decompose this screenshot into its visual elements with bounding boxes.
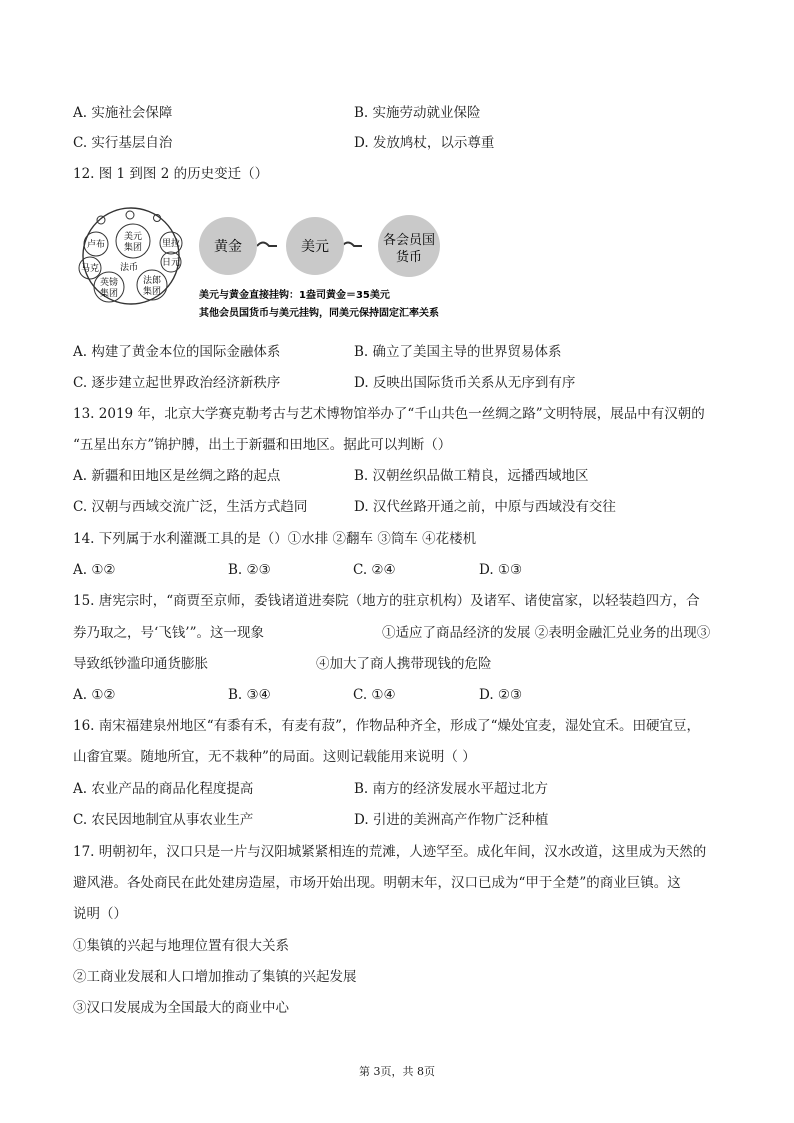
q15-option-d: D. ②③ — [479, 687, 523, 703]
q12-option-b: B. 确立了美国主导的世界贸易体系 — [354, 344, 562, 360]
fig2-node-members: 各会员国 — [382, 233, 436, 248]
q16-option-b: B. 南方的经济发展水平超过北方 — [354, 781, 549, 797]
q14-option-a: A. ①② — [73, 562, 116, 578]
figure-2-bretton-woods-chain — [199, 215, 440, 277]
q11-option-c: C. 实行基层自治 — [73, 135, 173, 151]
fig1-label: 日元 — [161, 258, 181, 268]
fig2-caption-1: 美元与黄金直接挂钩：1盎司黄金＝35美元 — [199, 290, 390, 301]
q14-stem: 14. 下列属于水利灌溉工具的是（）①水排 ②翻车 ③筒车 ④花楼机 — [73, 531, 477, 547]
fig2-node-currency: 货币 — [395, 250, 423, 265]
fig1-label: 英镑 — [99, 278, 119, 288]
q15-stem-line1: 15. 唐宪宗时，“商贾至京师，委钱诸道进奏院（地方的驻京机构）及诸军、诸使富家，以轻装趋四方，合 — [73, 593, 700, 609]
q16-option-a: A. 农业产品的商品化程度提高 — [73, 781, 254, 797]
figure-1-currency-blocs — [79, 208, 182, 304]
q16-option-c: C. 农民因地制宜从事农业生产 — [73, 812, 254, 828]
q13-stem-line2: “五星出东方”锦护膊，出土于新疆和田地区。据此可以判断（） — [73, 437, 452, 453]
q15-stem-line3a: 导致纸钞滥印通货膨胀 — [73, 656, 208, 672]
fig1-label: 里拉 — [161, 239, 181, 249]
q13-stem-line1: 13. 2019 年，北京大学赛克勒考古与艺术博物馆举办了“千山共色一丝绸之路”文明特展，展品中有汉朝的 — [73, 406, 705, 422]
fig1-label: 集团 — [99, 289, 119, 299]
q12-option-c: C. 逐步建立起世界政治经济新秩序 — [73, 375, 281, 391]
q11-option-d: D. 发放鸠杖，以示尊重 — [354, 135, 495, 151]
fig1-label: 马克 — [80, 264, 100, 274]
q15-option-b: B. ③④ — [228, 687, 271, 703]
q13-option-d: D. 汉代丝路开通之前，中原与西域没有交往 — [354, 499, 616, 515]
q12-figure — [74, 206, 494, 328]
q11-option-b: B. 实施劳动就业保险 — [354, 105, 481, 121]
q17-stem-line2: 避风港。各处商民在此处建房造屋，市场开始出现。明朝末年，汉口已成为“甲于全楚”的商业巨镇。这 — [73, 875, 681, 891]
q13-option-c: C. 汉朝与西域交流广泛，生活方式趋同 — [73, 499, 308, 515]
q15-option-a: A. ①② — [73, 687, 116, 703]
q12-option-d: D. 反映出国际货币关系从无序到有序 — [354, 375, 576, 391]
q15-stem-line2b: ①适应了商品经济的发展 ②表明金融汇兑业务的出现③ — [382, 625, 711, 641]
fig1-label: 法郎 — [142, 276, 162, 286]
fig2-node-gold: 黄金 — [214, 239, 242, 255]
q15-option-c: C. ①④ — [353, 687, 396, 703]
fig1-label: 美元 — [123, 232, 143, 242]
q17-stem-line3: 说明（） — [73, 906, 127, 922]
q17-stem-line1: 17. 明朝初年，汉口只是一片与汉阳城紧紧相连的荒滩，人迹罕至。成化年间，汉水改道，这里成为天然的 — [73, 844, 707, 860]
q16-stem-line1: 16. 南宋福建泉州地区“有黍有禾，有麦有菽”，作物品种齐全，形成了“燥处宜麦，湿处宜禾。田硬宜豆， — [73, 718, 700, 734]
fig1-label: 集团 — [142, 287, 162, 297]
q12-stem: 12. 图 1 到图 2 的历史变迁（） — [73, 166, 269, 182]
q13-option-b: B. 汉朝丝织品做工精良，远播西域地区 — [354, 468, 589, 484]
fig1-label: 卢布 — [86, 240, 106, 250]
q14-option-d: D. ①③ — [479, 562, 523, 578]
page-number-footer: 第 3页，共 8页 — [359, 1065, 435, 1078]
fig2-caption-2: 其他会员国货币与美元挂钩，同美元保持固定汇率关系 — [199, 308, 439, 319]
q14-option-b: B. ②③ — [228, 562, 271, 578]
q12-option-a: A. 构建了黄金本位的国际金融体系 — [73, 344, 281, 360]
q11-option-a: A. 实施社会保障 — [73, 105, 173, 121]
fig1-label: 法币 — [119, 263, 139, 273]
q15-stem-line3b: ④加大了商人携带现钱的危险 — [316, 656, 492, 672]
q17-item-1: ①集镇的兴起与地理位置有很大关系 — [73, 938, 289, 954]
q16-option-d: D. 引进的美洲高产作物广泛种植 — [354, 812, 549, 828]
q17-item-2: ②工商业发展和人口增加推动了集镇的兴起发展 — [73, 969, 357, 985]
fig2-node-usd: 美元 — [301, 239, 329, 255]
q15-stem-line2a: 券乃取之，号‘飞钱’”。这一现象 — [73, 625, 264, 641]
q16-stem-line2: 山畬宜粟。随地所宜，无不栽种”的局面。这则记载能用来说明（ ） — [73, 749, 476, 765]
q14-option-c: C. ②④ — [353, 562, 396, 578]
q17-item-3: ③汉口发展成为全国最大的商业中心 — [73, 1000, 289, 1016]
q13-option-a: A. 新疆和田地区是丝绸之路的起点 — [73, 468, 281, 484]
fig1-label: 集团 — [123, 243, 143, 253]
